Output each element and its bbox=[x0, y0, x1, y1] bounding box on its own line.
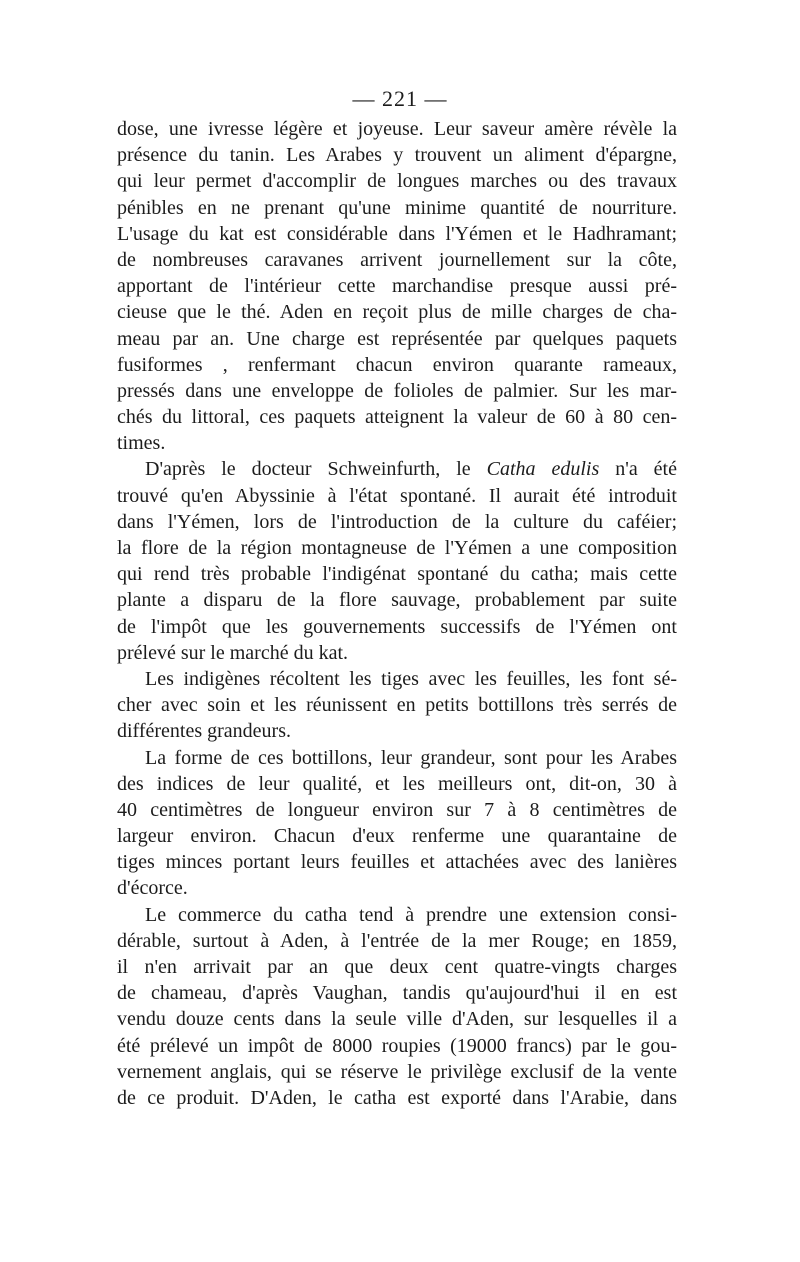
text-line: Les indigènes récoltent les tiges avec les feuilles, les font sé- bbox=[145, 667, 677, 690]
text-line: vernement anglais, qui se réserve le privilège exclusif de la vente bbox=[117, 1060, 677, 1083]
text-line: de ce produit. D'Aden, le catha est exporté dans l'Arabie, dans bbox=[117, 1086, 677, 1109]
text-line: des indices de leur qualité, et les meilleurs ont, dit-on, 30 à bbox=[117, 772, 677, 795]
text-line: cher avec soin et les réunissent en petits bottillons très serrés de bbox=[117, 694, 677, 717]
text-line: présence du tanin. Les Arabes y trouvent un aliment d'épargne, bbox=[117, 144, 677, 167]
text-line: trouvé qu'en Abyssinie à l'état spontané. Il aurait été introduit bbox=[117, 484, 677, 507]
text-line: chés du littoral, ces paquets atteignent la valeur de 60 à 80 cen- bbox=[117, 406, 677, 429]
text-line: de nombreuses caravanes arrivent journellement sur la côte, bbox=[117, 248, 677, 271]
text-line: L'usage du kat est considérable dans l'Yémen et le Hadhramant; bbox=[117, 222, 677, 245]
text-line: dans l'Yémen, lors de l'introduction de la culture du caféier; bbox=[117, 510, 677, 533]
text-line: largeur environ. Chacun d'eux renferme une quarantaine de bbox=[117, 825, 677, 848]
text-line: été prélevé un impôt de 8000 roupies (19000 francs) par le gou- bbox=[117, 1034, 677, 1057]
text-line: fusiformes , renfermant chacun environ quarante rameaux, bbox=[117, 353, 677, 376]
text-line: d'écorce. bbox=[117, 877, 188, 900]
text-line: meau par an. Une charge est représentée par quelques paquets bbox=[117, 327, 677, 350]
text-line: La forme de ces bottillons, leur grandeur, sont pour les Arabes bbox=[145, 746, 677, 769]
text-line: tiges minces portant leurs feuilles et attachées avec des lanières bbox=[117, 851, 677, 874]
text-line: dérable, surtout à Aden, à l'entrée de la mer Rouge; en 1859, bbox=[117, 929, 677, 952]
text-line: qui leur permet d'accomplir de longues marches ou des travaux bbox=[117, 170, 677, 193]
text-line: pressés dans une enveloppe de folioles de palmier. Sur les mar- bbox=[117, 379, 677, 402]
text-line: times. bbox=[117, 432, 166, 455]
text-line: la flore de la région montagneuse de l'Yémen a une composition bbox=[117, 537, 677, 559]
text-line: qui rend très probable l'indigénat spontané du catha; mais cette bbox=[117, 563, 677, 586]
text-line: vendu douze cents dans la seule ville d'Aden, sur lesquelles il a bbox=[117, 1008, 677, 1031]
text-line: pénibles en ne prenant qu'une minime quantité de nourriture. bbox=[117, 196, 677, 219]
text-line: apportant de l'intérieur cette marchandise presque aussi pré- bbox=[117, 275, 677, 298]
text-line: cieuse que le thé. Aden en reçoit plus de mille charges de cha- bbox=[117, 301, 677, 324]
text-line: de chameau, d'après Vaughan, tandis qu'aujourd'hui il en est bbox=[117, 982, 677, 1005]
text-line: différentes grandeurs. bbox=[117, 720, 292, 743]
text-line: il n'en arrivait par an que deux cent quatre-vingts charges bbox=[117, 956, 677, 978]
text-line: dose, une ivresse légère et joyeuse. Leur saveur amère révèle la bbox=[117, 118, 677, 140]
text-line: Le commerce du catha tend à prendre une extension consi- bbox=[145, 903, 677, 926]
text-line: D'après le docteur Schweinfurth, le Catha edulis n'a été bbox=[145, 458, 677, 481]
page-number: — 221 — bbox=[352, 86, 448, 111]
body-text bbox=[117, 116, 677, 1111]
text-line: de l'impôt que les gouvernements successifs de l'Yémen ont bbox=[117, 615, 677, 638]
text-line: plante a disparu de la flore sauvage, probablement par suite bbox=[117, 589, 677, 612]
text-line: 40 centimètres de longueur environ sur 7 à 8 centimètres de bbox=[117, 798, 677, 821]
text-line: prélevé sur le marché du kat. bbox=[117, 641, 349, 664]
species-name: Catha edulis bbox=[486, 458, 600, 481]
